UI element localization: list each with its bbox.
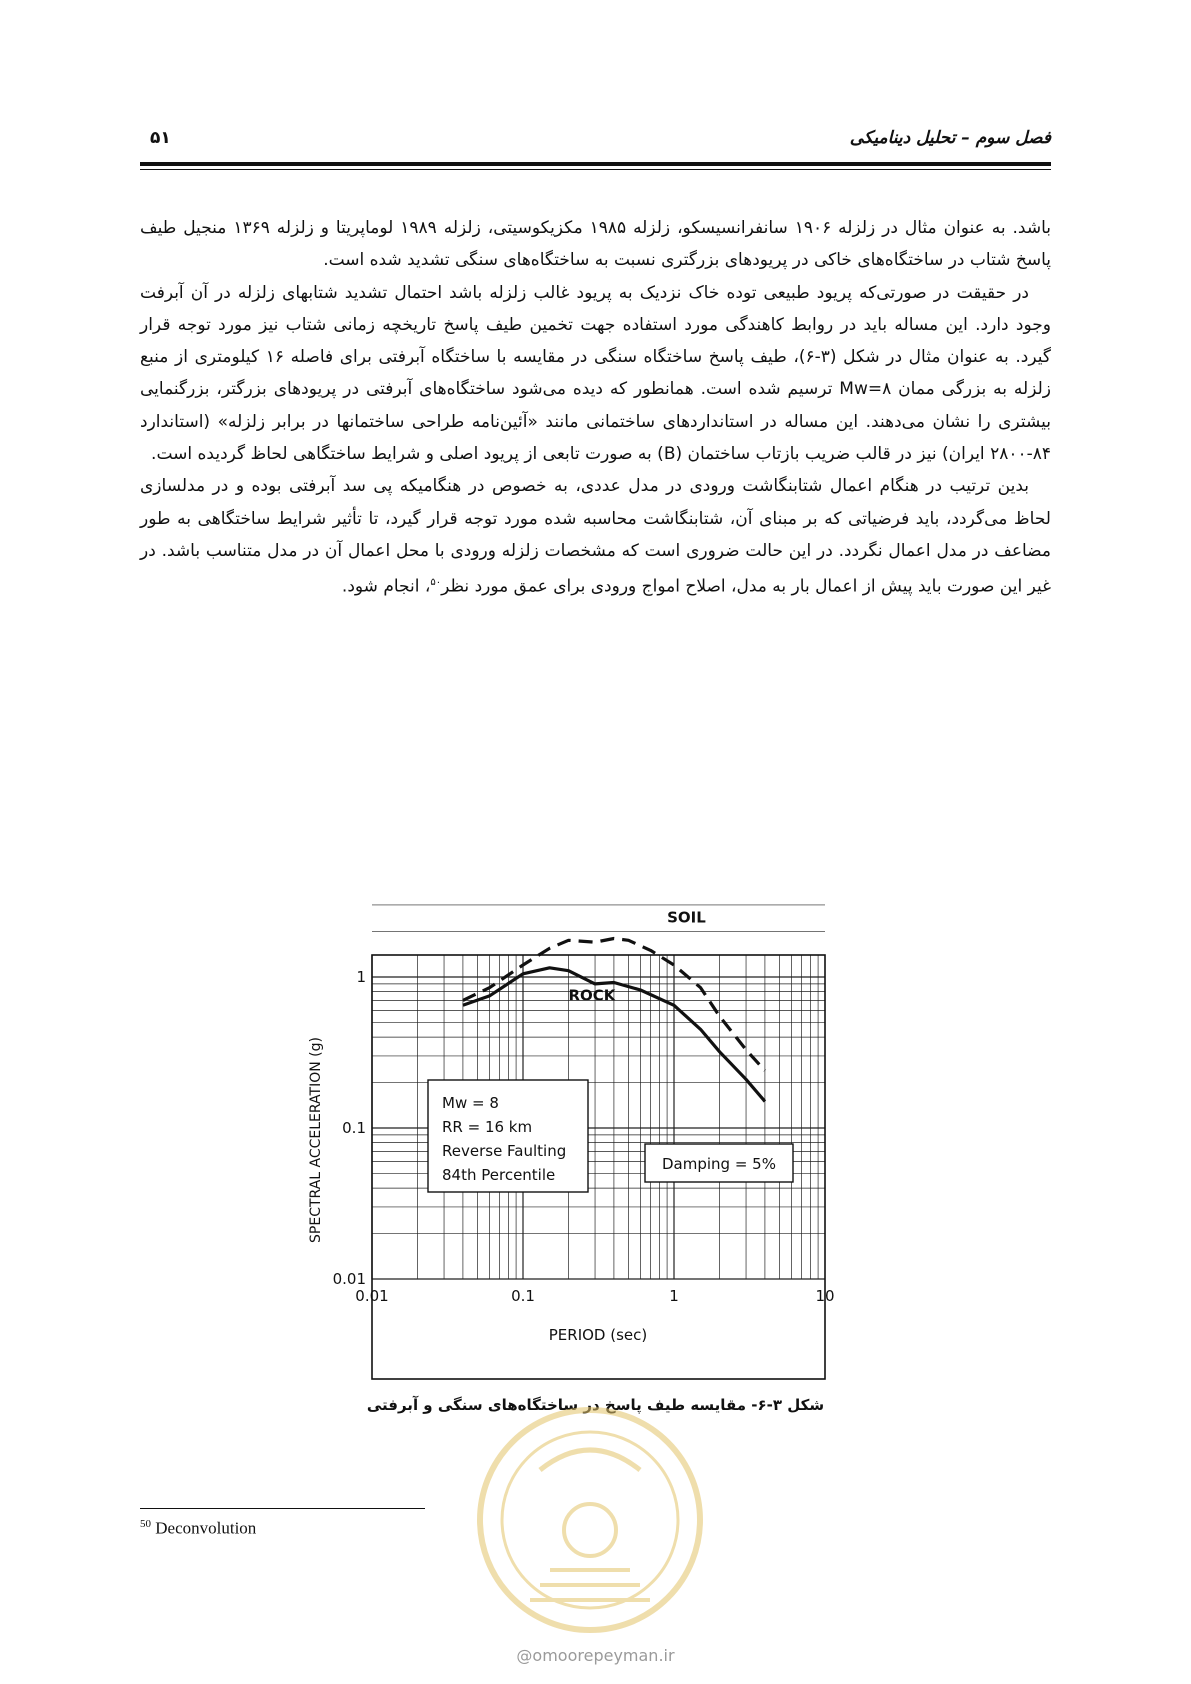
footnote-ref[interactable]: ۵۰ <box>430 577 442 589</box>
footnote <box>140 1518 256 1539</box>
page-number: ۵۱ <box>150 128 171 148</box>
footnote-rule <box>140 1508 425 1509</box>
y-tick-label: 0.01 <box>332 1270 366 1288</box>
watermark-site-text: omoorepeyman.ir <box>532 1646 675 1665</box>
info-line-1: Mw = 8 <box>442 1094 499 1112</box>
footnote-number: 50 <box>140 1518 151 1530</box>
info-line-4: 84th Percentile <box>442 1166 556 1184</box>
x-tick-label: 0.1 <box>511 1287 535 1305</box>
y-axis-label: SPECTRAL ACCELERATION (g) <box>308 1037 324 1243</box>
page-header <box>140 128 1051 158</box>
info-line-2: RR = 16 km <box>442 1118 533 1136</box>
damping-label: Damping = 5% <box>662 1155 776 1173</box>
series-label-rock: ROCK <box>568 986 616 1005</box>
paragraph-1: باشد. به عنوان مثال در زلزله ۱۹۰۶ سانفرانسیسکو، زلزله ۱۹۸۵ مکزیکوسیتی، زلزله ۱۹۸۹ لوماپریتا و زلزله ۱۳۶۹ منجیل طیف پاسخ شتاب در ساختگاه‌های خاکی در پریودهای بزرگتری نسبت به ساختگاه‌های سنگی تشدید شده است. <box>140 218 1052 271</box>
x-tick-label: 0.01 <box>355 1287 389 1305</box>
series-label-soil: SOIL <box>667 908 706 927</box>
x-tick-label: 1 <box>669 1287 679 1305</box>
y-tick-label: 0.1 <box>342 1119 366 1137</box>
paragraph-2: در حقیقت در صورتی‌که پریود طبیعی توده خاک نزدیک به پریود غالب زلزله باشد احتمال تشدید شتابهای زلزله در آن آبرفت وجود دارد. این مساله باید در روابط کاهندگی مورد استفاده جهت تخمین طیف پاسخ تاریخچه زمانی شتاب نیز مورد توجه قرار گیرد. به عنوان مثال در شکل (۳-۶)، طیف پاسخ ساختگاه سنگی در مقایسه با ساختگاه آبرفتی برای فاصله ۱۶ کیلومتری از منبع زلزله به بزرگی ممان Mw=۸ ترسیم شده است. همانطور که دیده می‌شود ساختگاه‌های آبرفتی در پریودهای بزرگتر، بزرگنمایی بیشتری را نشان می‌دهند. این مساله در استانداردهای ساختمانی مانند «آئین‌نامه طراحی ساختمانها در برابر زلزله» (استاندارد ۸۴-۲۸۰۰ ایران) نیز در قالب ضریب بازتاب ساختمان (B) به صورت تابعی از پریود اصلی و شرایط ساختگاهی لحاظ گردیده است. <box>140 282 1051 465</box>
footnote-text: Deconvolution <box>155 1518 257 1538</box>
body-text <box>140 212 1051 603</box>
watermark-site: @omoorepeyman.ir <box>516 1646 675 1665</box>
info-line-3: Reverse Faulting <box>442 1142 567 1160</box>
x-axis-label: PERIOD (sec) <box>548 1326 648 1344</box>
paragraph-3-tail: ، انجام شود. <box>341 576 431 597</box>
paragraph-3-text: بدین ترتیب در هنگام اعمال شتابنگاشت ورودی در مدل عددی، به خصوص در هنگامیکه پی سد آبرفتی بوده و در مدلسازی لحاظ می‌گردد، باید فرضیاتی که بر مبنای آن، شتابنگاشت محاسبه شده مورد توجه قرار گیرد، تا تأثیر شرایط ساختگاهی به طور مضاعف در مدل اعمال نگردد. در این حالت ضروری است که مشخصات زلزله ورودی با محل اعمال آن در مدل متناسب باشد. در غیر این صورت باید پیش از اعمال بار به مدل، اصلاح امواج ورودی برای عمق مورد نظر <box>140 476 1051 597</box>
damping-box <box>645 1144 793 1182</box>
header-rule-thin <box>140 169 1051 170</box>
header-rule-thick <box>140 162 1051 166</box>
info-box <box>428 1080 588 1192</box>
x-tick-label: 10 <box>815 1287 835 1305</box>
figure-caption: شکل ۳-۶- مقایسه طیف پاسخ در ساختگاه‌های سنگی و آبرفتی <box>366 1396 825 1414</box>
response-spectrum-figure <box>300 900 920 1390</box>
publisher-seal-watermark <box>470 1400 710 1640</box>
y-tick-label: 1 <box>356 968 366 986</box>
paragraph-3 <box>140 470 1051 603</box>
chapter-title: فصل سوم – تحلیل دینامیکی <box>849 128 1051 148</box>
